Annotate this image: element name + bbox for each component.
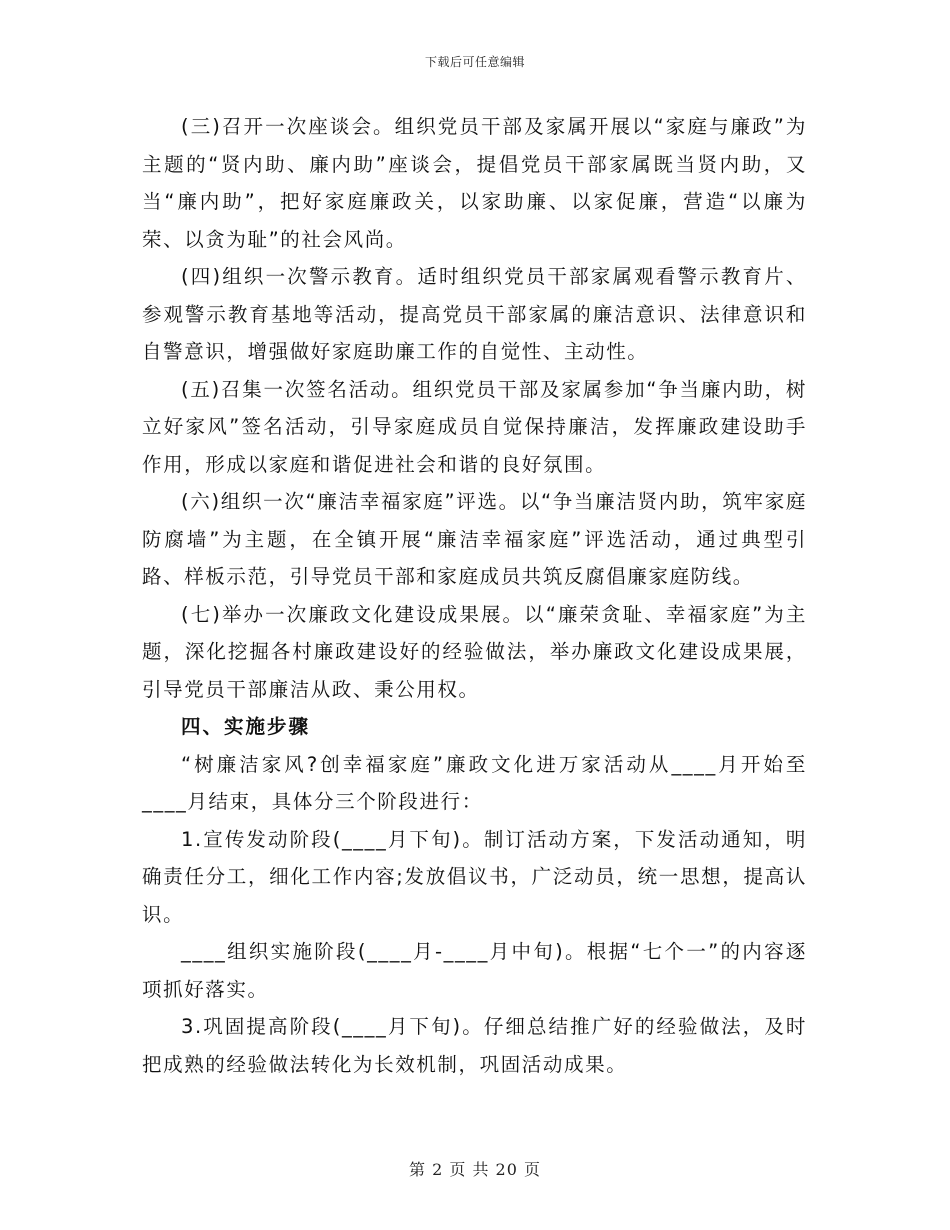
paragraph-steps-intro: “树廉洁家风?创幸福家庭”廉政文化进万家活动从____月开始至____月结束，具体分三个阶段进行： — [142, 752, 807, 813]
header-note: 下载后可任意编辑 — [424, 55, 525, 69]
page-number: 第 2 页 共 20 页 — [409, 1160, 541, 1179]
section-heading-steps: 四、实施步骤 — [181, 715, 311, 738]
paragraph-exhibition: (七)举办一次廉政文化建设成果展。以“廉荣贪耻、幸福家庭”为主题，深化挖掘各村廉政建设好的经验做法，举办廉政文化建设成果展，引导党员干部廉洁从政、秉公用权。 — [142, 602, 807, 701]
paragraph-meeting: (三)召开一次座谈会。组织党员干部及家属开展以“家庭与廉政”为主题的“贤内助、廉内助”座谈会，提倡党员干部家属既当贤内助，又当“廉内助”，把好家庭廉政关，以家助廉、以家促廉，营造“以廉为荣、以贪为耻”的社会风尚。 — [142, 115, 807, 251]
paragraph-family-selection: (六)组织一次“廉洁幸福家庭”评选。以“争当廉洁贤内助，筑牢家庭防腐墙”为主题，在全镇开展“廉洁幸福家庭”评选活动，通过典型引路、样板示范，引导党员干部和家庭成员共筑反腐倡廉家庭防线。 — [142, 490, 807, 588]
paragraph-step-2: ____组织实施阶段(____月-____月中旬)。根据“七个一”的内容逐项抓好落实。 — [142, 940, 808, 1001]
paragraph-warning-education: (四)组织一次警示教育。适时组织党员干部家属观看警示教育片、参观警示教育基地等活动，提高党员干部家属的廉洁意识、法律意识和自警意识，增强做好家庭助廉工作的自觉性、主动性。 — [142, 265, 807, 363]
paragraph-signature-activity: (五)召集一次签名活动。组织党员干部及家属参加“争当廉内助，树立好家风”签名活动，引导家庭成员自觉保持廉洁，发挥廉政建设助手作用，形成以家庭和谐促进社会和谐的良好氛围。 — [142, 377, 807, 476]
document-body — [142, 108, 807, 1083]
paragraph-step-1: 1.宣传发动阶段(____月下旬)。制订活动方案，下发活动通知，明确责任分工，细化工作内容;发放倡议书，广泛动员，统一思想，提高认识。 — [142, 827, 807, 926]
paragraph-step-3: 3.巩固提高阶段(____月下旬)。仔细总结推广好的经验做法，及时把成熟的经验做法转化为长效机制，巩固活动成果。 — [142, 1015, 807, 1076]
